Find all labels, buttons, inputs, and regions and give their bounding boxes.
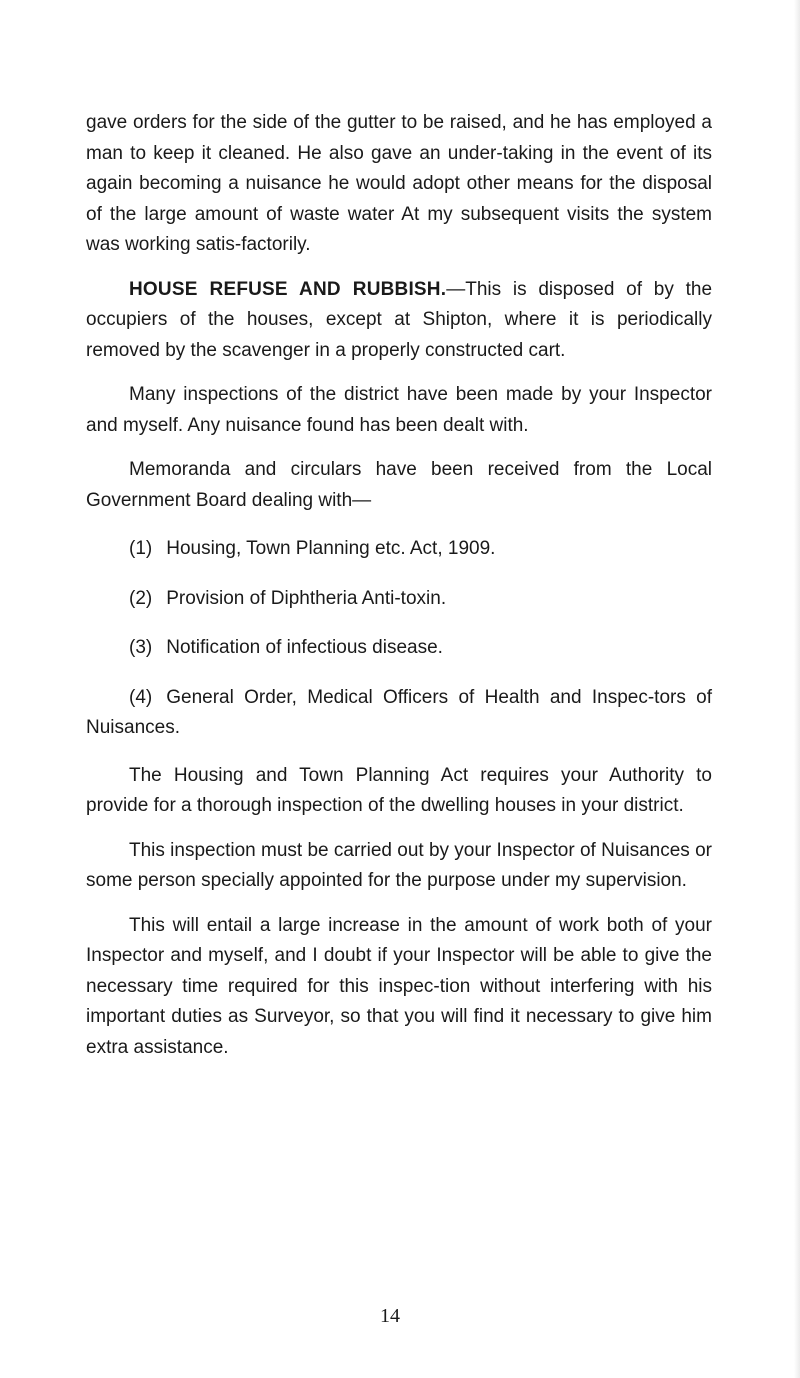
page-number: 14	[380, 1305, 400, 1327]
document-page	[86, 108, 712, 1063]
house-refuse-body: —This is disposed of by the occupiers of the houses, except at Shipton, where it is periodically removed by the scavenger in a properly constructed cart.	[86, 278, 713, 361]
page-edge-shadow	[794, 0, 800, 1378]
list-item	[86, 584, 712, 615]
paragraph-gutter-orders: gave orders for the side of the gutter to be raised, and he has employed a man to keep it cleaned. He also gave an under-taking in the event of its again becoming a nuisance he would adopt other means for the disposal of the large amount of waste water At my subsequent visits the system was working satis-factorily.	[86, 112, 712, 255]
list-item	[86, 534, 712, 565]
list-item-number: (1)	[129, 538, 153, 559]
list-item-text: Provision of Diphtheria Anti-toxin.	[166, 587, 447, 609]
paragraph-memoranda: Memoranda and circulars have been received from the Local Government Board dealing with—	[86, 459, 712, 511]
list-item-text: General Order, Medical Officers of Health and Inspec-tors of Nuisances.	[86, 686, 712, 738]
list-item-number: (4)	[129, 686, 153, 708]
paragraph-inspections: Many inspections of the district have been made by your Inspector and myself. Any nuisance found has been dealt with.	[86, 384, 712, 436]
list-item	[86, 633, 712, 664]
list-item-text: Notification of infectious disease.	[166, 637, 443, 658]
list-item-number: (3)	[129, 637, 153, 658]
list-item	[86, 683, 712, 744]
list-item-text: Housing, Town Planning etc. Act, 1909.	[166, 538, 496, 559]
paragraph-extra-assistance: This will entail a large increase in the amount of work both of your Inspector and myself, and I doubt if your Inspector will be able to give the necessary time required for this inspec-tion without interfering with his important duties as Surveyor, so that you will find it necessary to give him extra assistance.	[86, 914, 712, 1058]
list-item-number: (2)	[129, 587, 153, 609]
paragraph-housing-act: The Housing and Town Planning Act requires your Authority to provide for a thorough inspection of the dwelling houses in your district.	[86, 764, 712, 816]
paragraph-house-refuse	[86, 275, 712, 367]
paragraph-inspection-supervision: This inspection must be carried out by your Inspector of Nuisances or some person specially appointed for the purpose under my supervision.	[86, 839, 712, 891]
section-heading-house-refuse: HOUSE REFUSE AND RUBBISH.	[129, 278, 447, 300]
